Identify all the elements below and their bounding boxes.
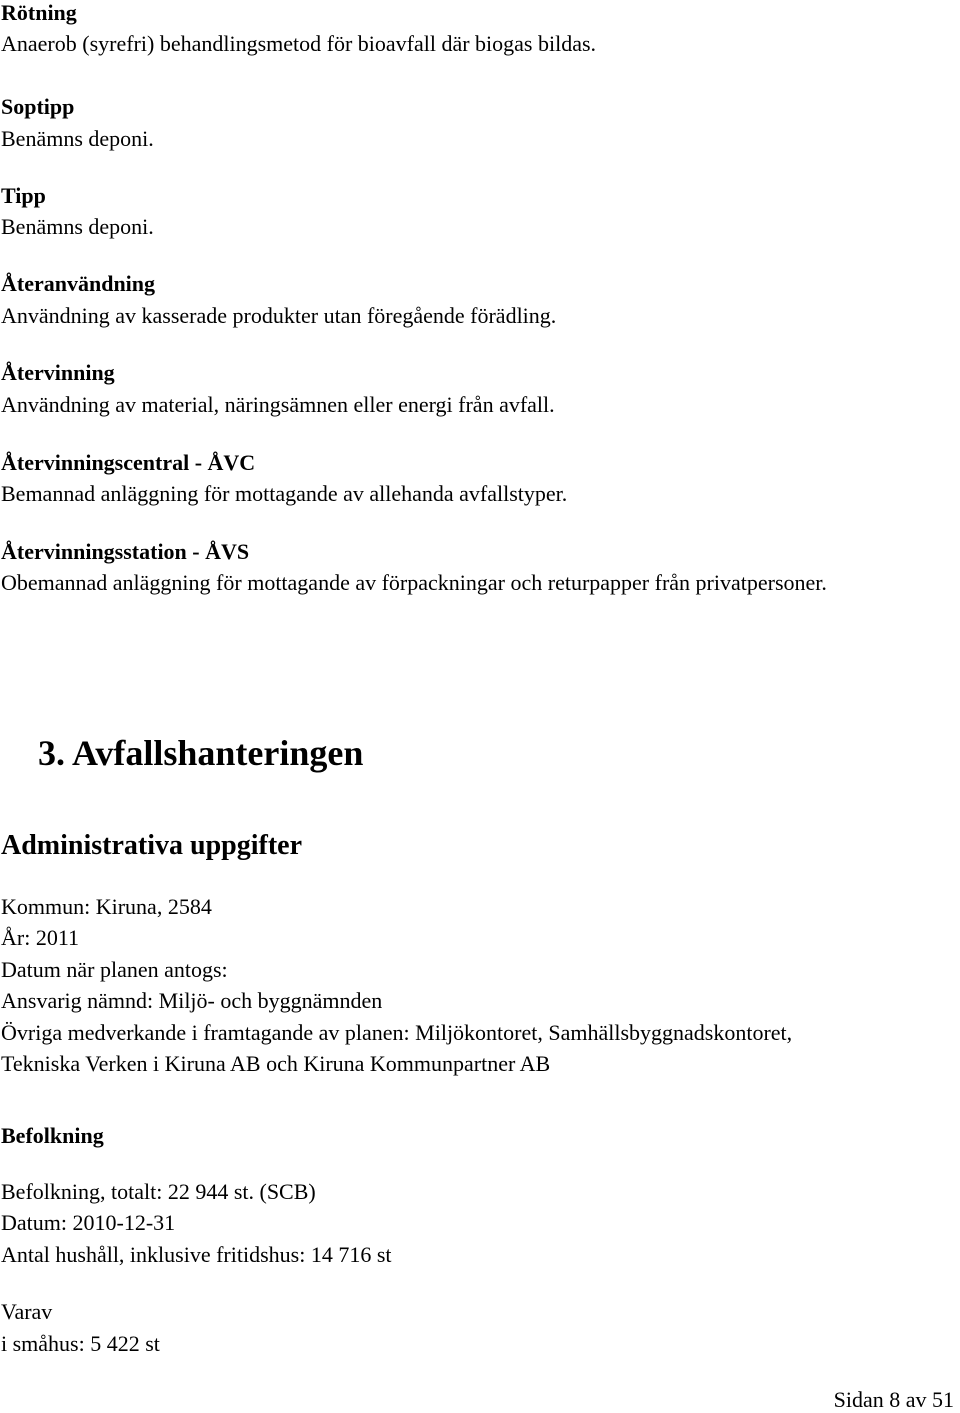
definition-soptipp: Benämns deponi. (1, 126, 154, 151)
admin-kommun: Kommun: Kiruna, 2584 (1, 894, 212, 919)
term-atervinningscentral: Återvinningscentral - ÅVC (1, 450, 256, 475)
definition-atervinningscentral: Bemannad anläggning för mottagande av allehanda avfallstyper. (1, 481, 568, 506)
admin-heading: Administrativa uppgifter (1, 830, 302, 861)
chapter-title: 3. Avfallshanteringen (38, 733, 364, 773)
admin-ansvarig: Ansvarig nämnd: Miljö- och byggnämnden (1, 988, 383, 1013)
term-atervinning: Återvinning (1, 360, 115, 385)
befolkning-datum: Datum: 2010-12-31 (1, 1210, 176, 1235)
page-number: Sidan 8 av 51 (833, 1387, 954, 1412)
term-atervinningsstation: Återvinningsstation - ÅVS (1, 539, 250, 564)
term-ateranvandning: Återanvändning (1, 271, 156, 296)
admin-ovriga-line2: Tekniska Verken i Kiruna AB och Kiruna Kommunpartner AB (1, 1051, 551, 1076)
definition-ateranvandning: Användning av kasserade produkter utan föregående förädling. (1, 303, 557, 328)
admin-ovriga-line1: Övriga medverkande i framtagande av planen: Miljökontoret, Samhällsbyggnadskontoret, (1, 1020, 793, 1045)
term-rotning: Rötning (1, 0, 77, 25)
term-soptipp: Soptipp (1, 94, 75, 119)
befolkning-totalt: Befolkning, totalt: 22 944 st. (SCB) (1, 1179, 316, 1204)
befolkning-varav: Varav (1, 1299, 53, 1324)
definition-tipp: Benämns deponi. (1, 214, 154, 239)
befolkning-hushall: Antal hushåll, inklusive fritidshus: 14 716 st (1, 1242, 392, 1267)
definition-atervinning: Användning av material, näringsämnen eller energi från avfall. (1, 392, 555, 417)
term-tipp: Tipp (1, 183, 46, 208)
admin-ar: År: 2011 (1, 925, 80, 950)
admin-datum: Datum när planen antogs: (1, 957, 228, 982)
befolkning-heading: Befolkning (1, 1123, 104, 1148)
definition-atervinningsstation: Obemannad anläggning för mottagande av förpackningar och returpapper från privatpersoner. (1, 570, 827, 595)
befolkning-smahus: i småhus: 5 422 st (1, 1331, 160, 1356)
definition-rotning: Anaerob (syrefri) behandlingsmetod för bioavfall där biogas bildas. (1, 31, 597, 56)
